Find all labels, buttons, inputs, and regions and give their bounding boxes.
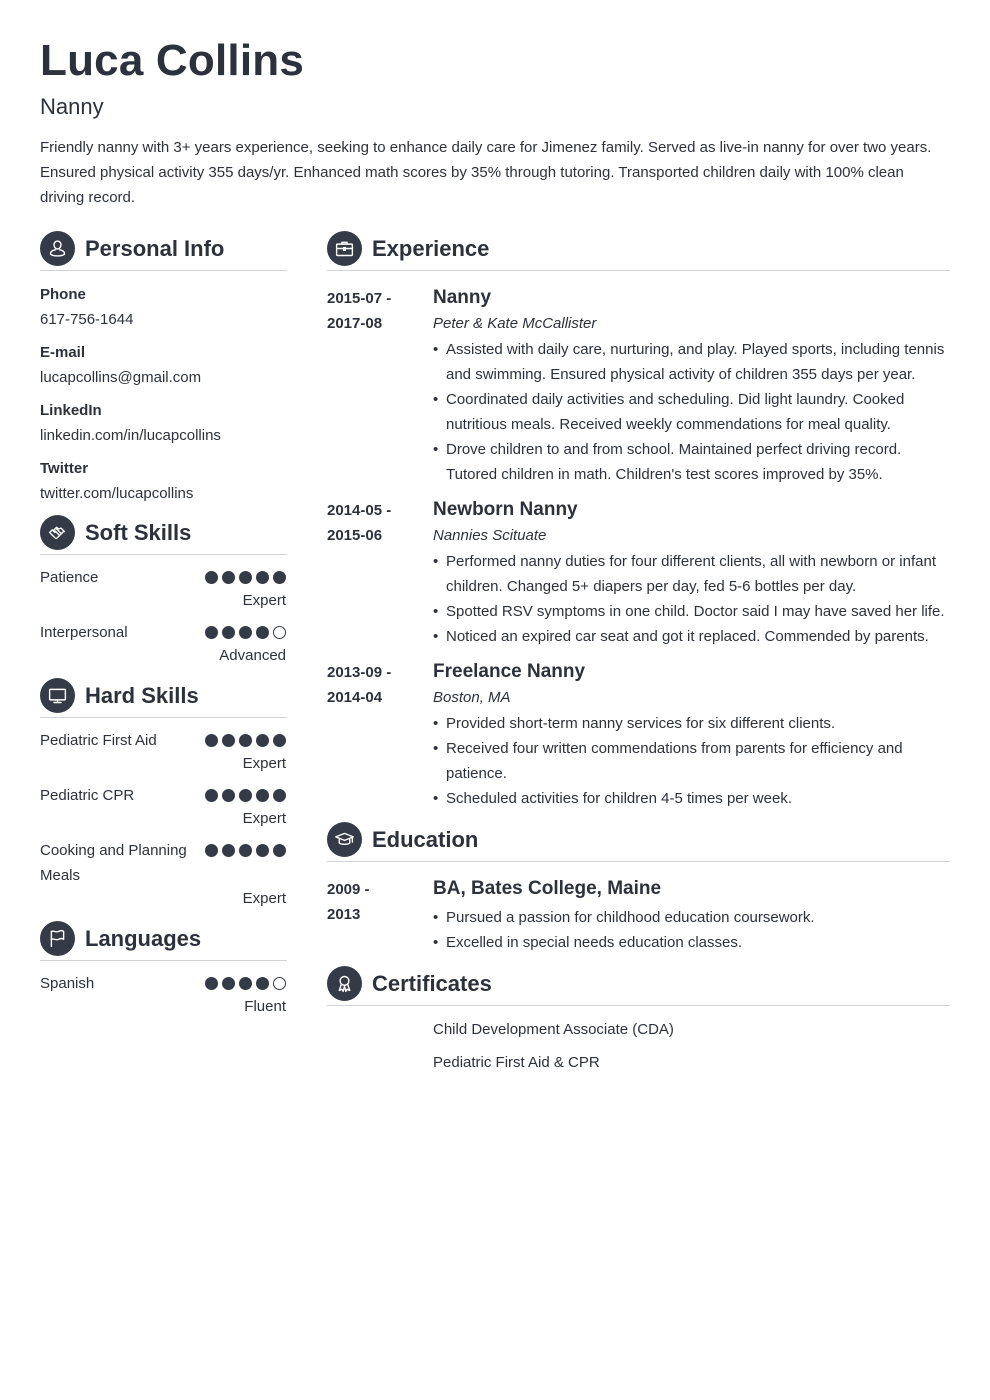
job-title: Newborn Nanny [433,499,578,520]
rating-dot-filled [256,977,269,990]
left-column [40,231,287,1016]
candidate-role: Nanny [40,94,104,119]
rating-dot-filled [222,734,235,747]
skill-rating [205,624,287,639]
section-divider [327,1005,950,1006]
education-entry [327,877,950,955]
bullet-item: • Excelled in special needs education classes. [433,930,950,955]
rating-dot-filled [222,844,235,857]
rating-dot-filled [222,626,235,639]
skill-item [40,624,287,665]
graduation-cap-icon [327,822,362,857]
job-title: Freelance Nanny [433,661,586,682]
rating-dot-filled [205,626,218,639]
bullet-item: • Coordinated daily activities and scheduling. Did light laundry. Cooked nutritious meals. Received weekly commendations for meal quality. [433,387,950,437]
rating-dot-filled [205,734,218,747]
hard-skills-section [40,678,287,908]
skill-rating [205,732,287,747]
skill-item [40,732,287,773]
company-name: Peter & Kate McCallister [433,315,597,332]
summary: Friendly nanny with 3+ years experience, seeking to enhance daily care for Jimenez family. Served as live-in nanny for over two years. Ensured physical activity 355 days/yr. Enhanced math scores by 35% through tutoring. Transported children daily with 100% clean driving record. [40,139,932,206]
skill-level: Expert [242,890,286,907]
skill-name: Cooking and Planning Meals [40,842,187,884]
rating-dot-filled [256,571,269,584]
section-title: Certificates [372,970,492,996]
rating-dot-filled [222,789,235,802]
soft-skills-section [40,515,287,665]
bullet-list [433,905,950,955]
rating-dot-filled [239,977,252,990]
company-name: Boston, MA [433,689,511,706]
rating-dot-filled [205,977,218,990]
bullet-item: • Assisted with daily care, nurturing, and play. Played sports, including tennis and swimming. Ensured physical activity of children 355 days per year. [433,337,950,387]
rating-dot-filled [239,734,252,747]
candidate-name: Luca Collins [40,36,304,85]
languages-header [40,921,287,956]
section-divider [327,861,950,862]
skill-item [40,787,287,828]
field-label: LinkedIn [40,402,102,419]
section-title: Education [372,826,479,852]
hard-skills-header [40,678,287,713]
person-icon [40,231,75,266]
skill-name: Pediatric First Aid [40,732,157,749]
rating-dot-filled [273,571,286,584]
certificate-item: Child Development Associate (CDA) [433,1021,674,1038]
entry-date: 2014-05 - 2015-06 [327,502,392,544]
award-ribbon-icon [327,966,362,1001]
rating-dot-filled [239,571,252,584]
rating-dot-filled [222,571,235,584]
degree-title: BA, Bates College, Maine [433,878,662,899]
rating-dot-empty [273,626,286,639]
entry-date: 2013-09 - 2014-04 [327,664,392,706]
field-label: Phone [40,286,86,303]
rating-dot-filled [256,734,269,747]
experience-header [327,231,950,266]
skill-level: Fluent [244,998,286,1015]
certificates-header [327,966,950,1001]
entry-date: 2015-07 - 2017-08 [327,290,392,332]
personal-info-field [40,402,287,445]
section-title: Hard Skills [85,682,199,708]
rating-dot-filled [205,571,218,584]
rating-dot-filled [256,844,269,857]
language-name: Spanish [40,975,95,992]
skill-item [40,842,287,908]
rating-dot-filled [256,789,269,802]
rating-dot-filled [239,789,252,802]
bullet-item: • Noticed an expired car seat and got it replaced. Commended by parents. [433,624,950,649]
entry-date: 2009 - 2013 [327,881,370,923]
experience-entry [327,286,950,487]
languages-section [40,921,287,1016]
flag-icon [40,921,75,956]
right-column [327,231,950,1072]
soft-skills-header [40,515,287,550]
skill-level: Expert [242,755,286,772]
field-label: E-mail [40,344,86,361]
certificates-section [327,966,950,1072]
twitter-value: twitter.com/lucapcollins [40,485,194,502]
skill-item [40,975,287,1016]
rating-dot-filled [205,789,218,802]
skill-name: Pediatric CPR [40,787,135,804]
personal-info-header [40,231,287,266]
skill-item [40,569,287,610]
certificate-item: Pediatric First Aid & CPR [433,1054,600,1071]
bullet-list [433,711,950,811]
job-title: Nanny [433,287,492,308]
rating-dot-filled [205,844,218,857]
bullet-item: • Provided short-term nanny services for six different clients. [433,711,950,736]
section-divider [40,270,287,271]
skill-rating [205,569,287,584]
education-section [327,822,950,955]
section-title: Personal Info [85,235,225,261]
rating-dot-empty [273,977,286,990]
rating-dot-filled [256,626,269,639]
experience-section [327,231,950,811]
skill-level: Expert [242,810,286,827]
company-name: Nannies Scituate [433,527,547,544]
bullet-list [433,337,950,487]
bullet-item: • Scheduled activities for children 4-5 times per week. [433,786,950,811]
experience-entry [327,660,950,811]
section-divider [40,717,287,718]
section-title: Languages [85,925,202,951]
skill-level: Advanced [219,647,286,664]
skill-rating [205,787,287,802]
rating-dot-filled [239,844,252,857]
rating-dot-filled [273,789,286,802]
bullet-item: • Drove children to and from school. Maintained perfect driving record. Tutored children in math. Children's test scores improved by 35%. [433,437,950,487]
section-divider [40,554,287,555]
bullet-item: • Spotted RSV symptoms in one child. Doctor said I may have saved her life. [433,599,950,624]
briefcase-icon [327,231,362,266]
section-divider [327,270,950,271]
personal-info-field [40,460,287,503]
skill-level: Expert [242,592,286,609]
education-header [327,822,950,857]
email-value: lucapcollins@gmail.com [40,369,202,386]
handshake-icon [40,515,75,550]
section-divider [40,960,287,961]
field-label: Twitter [40,460,89,477]
monitor-icon [40,678,75,713]
personal-info-field [40,344,287,387]
linkedin-value: linkedin.com/in/lucapcollins [40,427,221,444]
rating-dot-filled [239,626,252,639]
phone-value: 617-756-1644 [40,311,134,328]
bullet-item: • Pursued a passion for childhood education coursework. [433,905,950,930]
bullet-list [433,549,950,649]
skill-rating [205,975,287,990]
rating-dot-filled [273,734,286,747]
bullet-item: • Received four written commendations from parents for efficiency and patience. [433,736,950,786]
experience-entry [327,498,950,649]
personal-info-section [40,231,287,503]
personal-info-field [40,286,287,329]
skill-rating [205,842,287,857]
section-title: Experience [372,235,490,261]
skill-name: Patience [40,569,99,586]
bullet-item: • Performed nanny duties for four different clients, all with newborn or infant children. Changed 5+ diapers per day, fed 5-6 bottles per day. [433,549,950,599]
section-title: Soft Skills [85,519,192,545]
skill-name: Interpersonal [40,624,128,641]
rating-dot-filled [273,844,286,857]
rating-dot-filled [222,977,235,990]
